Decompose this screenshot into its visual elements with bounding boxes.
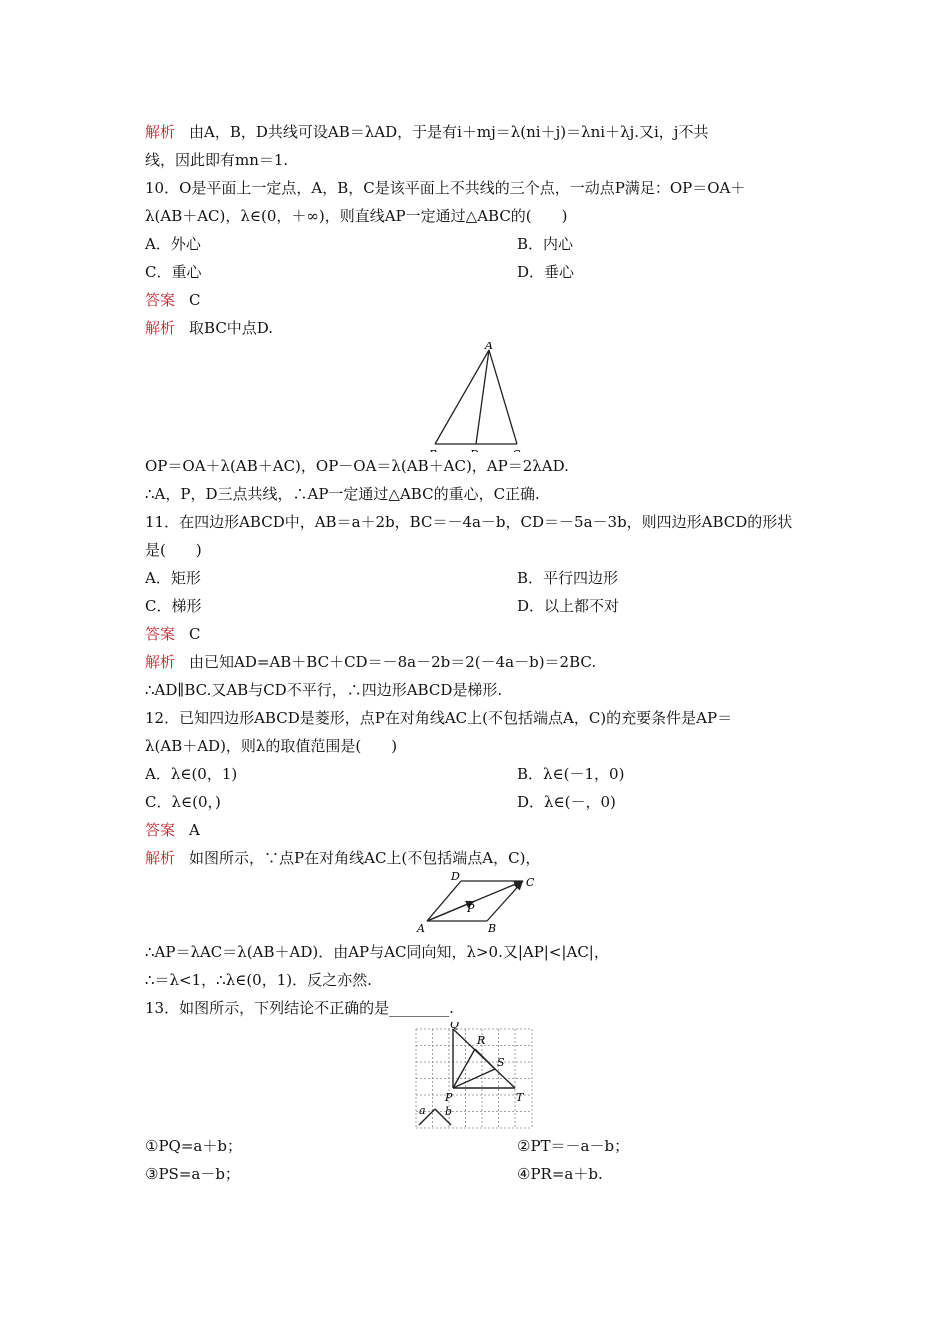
solution-tag: 解析 xyxy=(145,123,176,141)
options-row xyxy=(145,592,810,620)
answer-line xyxy=(145,286,810,314)
option-b: B．λ∈(－1，0) xyxy=(517,765,625,783)
document-page xyxy=(145,118,810,1188)
option-d: D．以上都不对 xyxy=(517,597,620,615)
question-11-stem-2: 是( ) xyxy=(145,541,202,559)
option-c: C．重心 xyxy=(145,263,202,281)
solution-line xyxy=(145,314,810,342)
option-c: C．λ∈(0，) xyxy=(145,793,221,811)
grid-label-b: b xyxy=(445,1105,453,1118)
grid-label-t: T xyxy=(516,1091,524,1104)
option-c: C．梯形 xyxy=(145,597,202,615)
grid-label-q: Q xyxy=(450,1022,460,1031)
grid-figure xyxy=(145,1022,810,1132)
option-a: A．矩形 xyxy=(145,569,201,587)
solution-line: ∴AP＝λAC＝λ(AB＋AD)．由AP与AC同向知，λ>0.又|AP|<|AC|， xyxy=(145,943,609,961)
options-row xyxy=(145,1160,810,1188)
option-3: ③PS=a－b； xyxy=(145,1165,240,1183)
solution-text: 如图所示，∵点P在对角线AC上(不包括端点A，C)， xyxy=(189,849,541,867)
solution-tag: 解析 xyxy=(145,849,176,867)
answer-tag: 答案 xyxy=(145,625,176,643)
option-2: ②PT＝－a－b； xyxy=(517,1137,630,1155)
option-a: A．外心 xyxy=(145,235,201,253)
question-10-stem-1: 10．O是平面上一定点，A，B，C是该平面上不共线的三个点，一动点P满足：OP＝OA＋ xyxy=(145,179,746,197)
solution-line: ∴AD∥BC.又AB与CD不平行，∴四边形ABCD是梯形. xyxy=(145,681,503,699)
question-11-stem-1: 11．在四边形ABCD中，AB＝a＋2b，BC＝－4a－b，CD＝－5a－3b，则四边形ABCD的形状 xyxy=(145,513,793,531)
rhombus-figure xyxy=(145,872,810,938)
options-row xyxy=(145,788,810,816)
answer-line xyxy=(145,816,810,844)
option-a: A．λ∈(0，1) xyxy=(145,765,238,783)
solution-line: ∴＝λ<1，∴λ∈(0，1)．反之亦然. xyxy=(145,971,372,989)
rhombus-label-p: P xyxy=(467,902,475,915)
question-13-stem: 13．如图所示，下列结论不正确的是________. xyxy=(145,999,454,1017)
answer-line xyxy=(145,620,810,648)
solution-line: OP＝OA＋λ(AB＋AC)，OP－OA＝λ(AB＋AC)，AP＝2λAD. xyxy=(145,457,569,475)
triangle-label-a: A xyxy=(485,342,493,352)
answer-value: C xyxy=(189,625,201,643)
solution-line: ∴A，P，D三点共线，∴AP一定通过△ABC的重心，C正确. xyxy=(145,485,540,503)
options-row xyxy=(145,230,810,258)
option-4: ④PR=a＋b. xyxy=(517,1165,603,1183)
text: 由A，B，D共线可设AB＝λAD，于是有i＋mj＝λ(ni＋j)＝λni＋λj.又i，j不共 xyxy=(189,123,709,141)
option-d: D．λ∈(－，0) xyxy=(517,793,616,811)
question-12-stem-1: 12．已知四边形ABCD是菱形，点P在对角线AC上(不包括端点A，C)的充要条件是AP＝ xyxy=(145,709,733,727)
answer-value: A xyxy=(189,821,200,839)
solution-text: 由已知AD=AB＋BC＋CD＝－8a－2b＝2(－4a－b)＝2BC. xyxy=(189,653,597,671)
solution-tag: 解析 xyxy=(145,319,176,337)
answer-tag: 答案 xyxy=(145,821,176,839)
option-d: D．垂心 xyxy=(517,263,575,281)
answer-tag: 答案 xyxy=(145,291,176,309)
option-1: ①PQ=a＋b； xyxy=(145,1137,242,1155)
rhombus-label-d: D xyxy=(451,872,460,883)
options-row xyxy=(145,564,810,592)
grid-label-r: R xyxy=(477,1034,486,1047)
grid-label-a: a xyxy=(419,1104,426,1117)
option-b: B．内心 xyxy=(517,235,574,253)
rhombus-label-a: A xyxy=(417,922,425,935)
answer-value: C xyxy=(189,291,201,309)
solution-line xyxy=(145,648,810,676)
solution-line xyxy=(145,844,810,872)
text-line: 线，因此即有mn＝1. xyxy=(145,151,289,169)
text-line xyxy=(145,118,810,146)
question-12-stem-2: λ(AB＋AD)，则λ的取值范围是( ) xyxy=(145,737,398,755)
solution-text: 取BC中点D. xyxy=(189,319,274,337)
grid-label-s: S xyxy=(497,1056,505,1069)
question-10-stem-2: λ(AB＋AC)，λ∈(0，＋∞)，则直线AP一定通过△ABC的( ) xyxy=(145,207,568,225)
rhombus-label-c: C xyxy=(526,876,535,889)
rhombus-label-b: B xyxy=(488,922,497,935)
options-row xyxy=(145,1132,810,1160)
options-row xyxy=(145,258,810,286)
grid-label-p: P xyxy=(445,1091,453,1104)
solution-tag: 解析 xyxy=(145,653,176,671)
options-row xyxy=(145,760,810,788)
option-b: B．平行四边形 xyxy=(517,569,619,587)
triangle-figure xyxy=(145,342,810,452)
